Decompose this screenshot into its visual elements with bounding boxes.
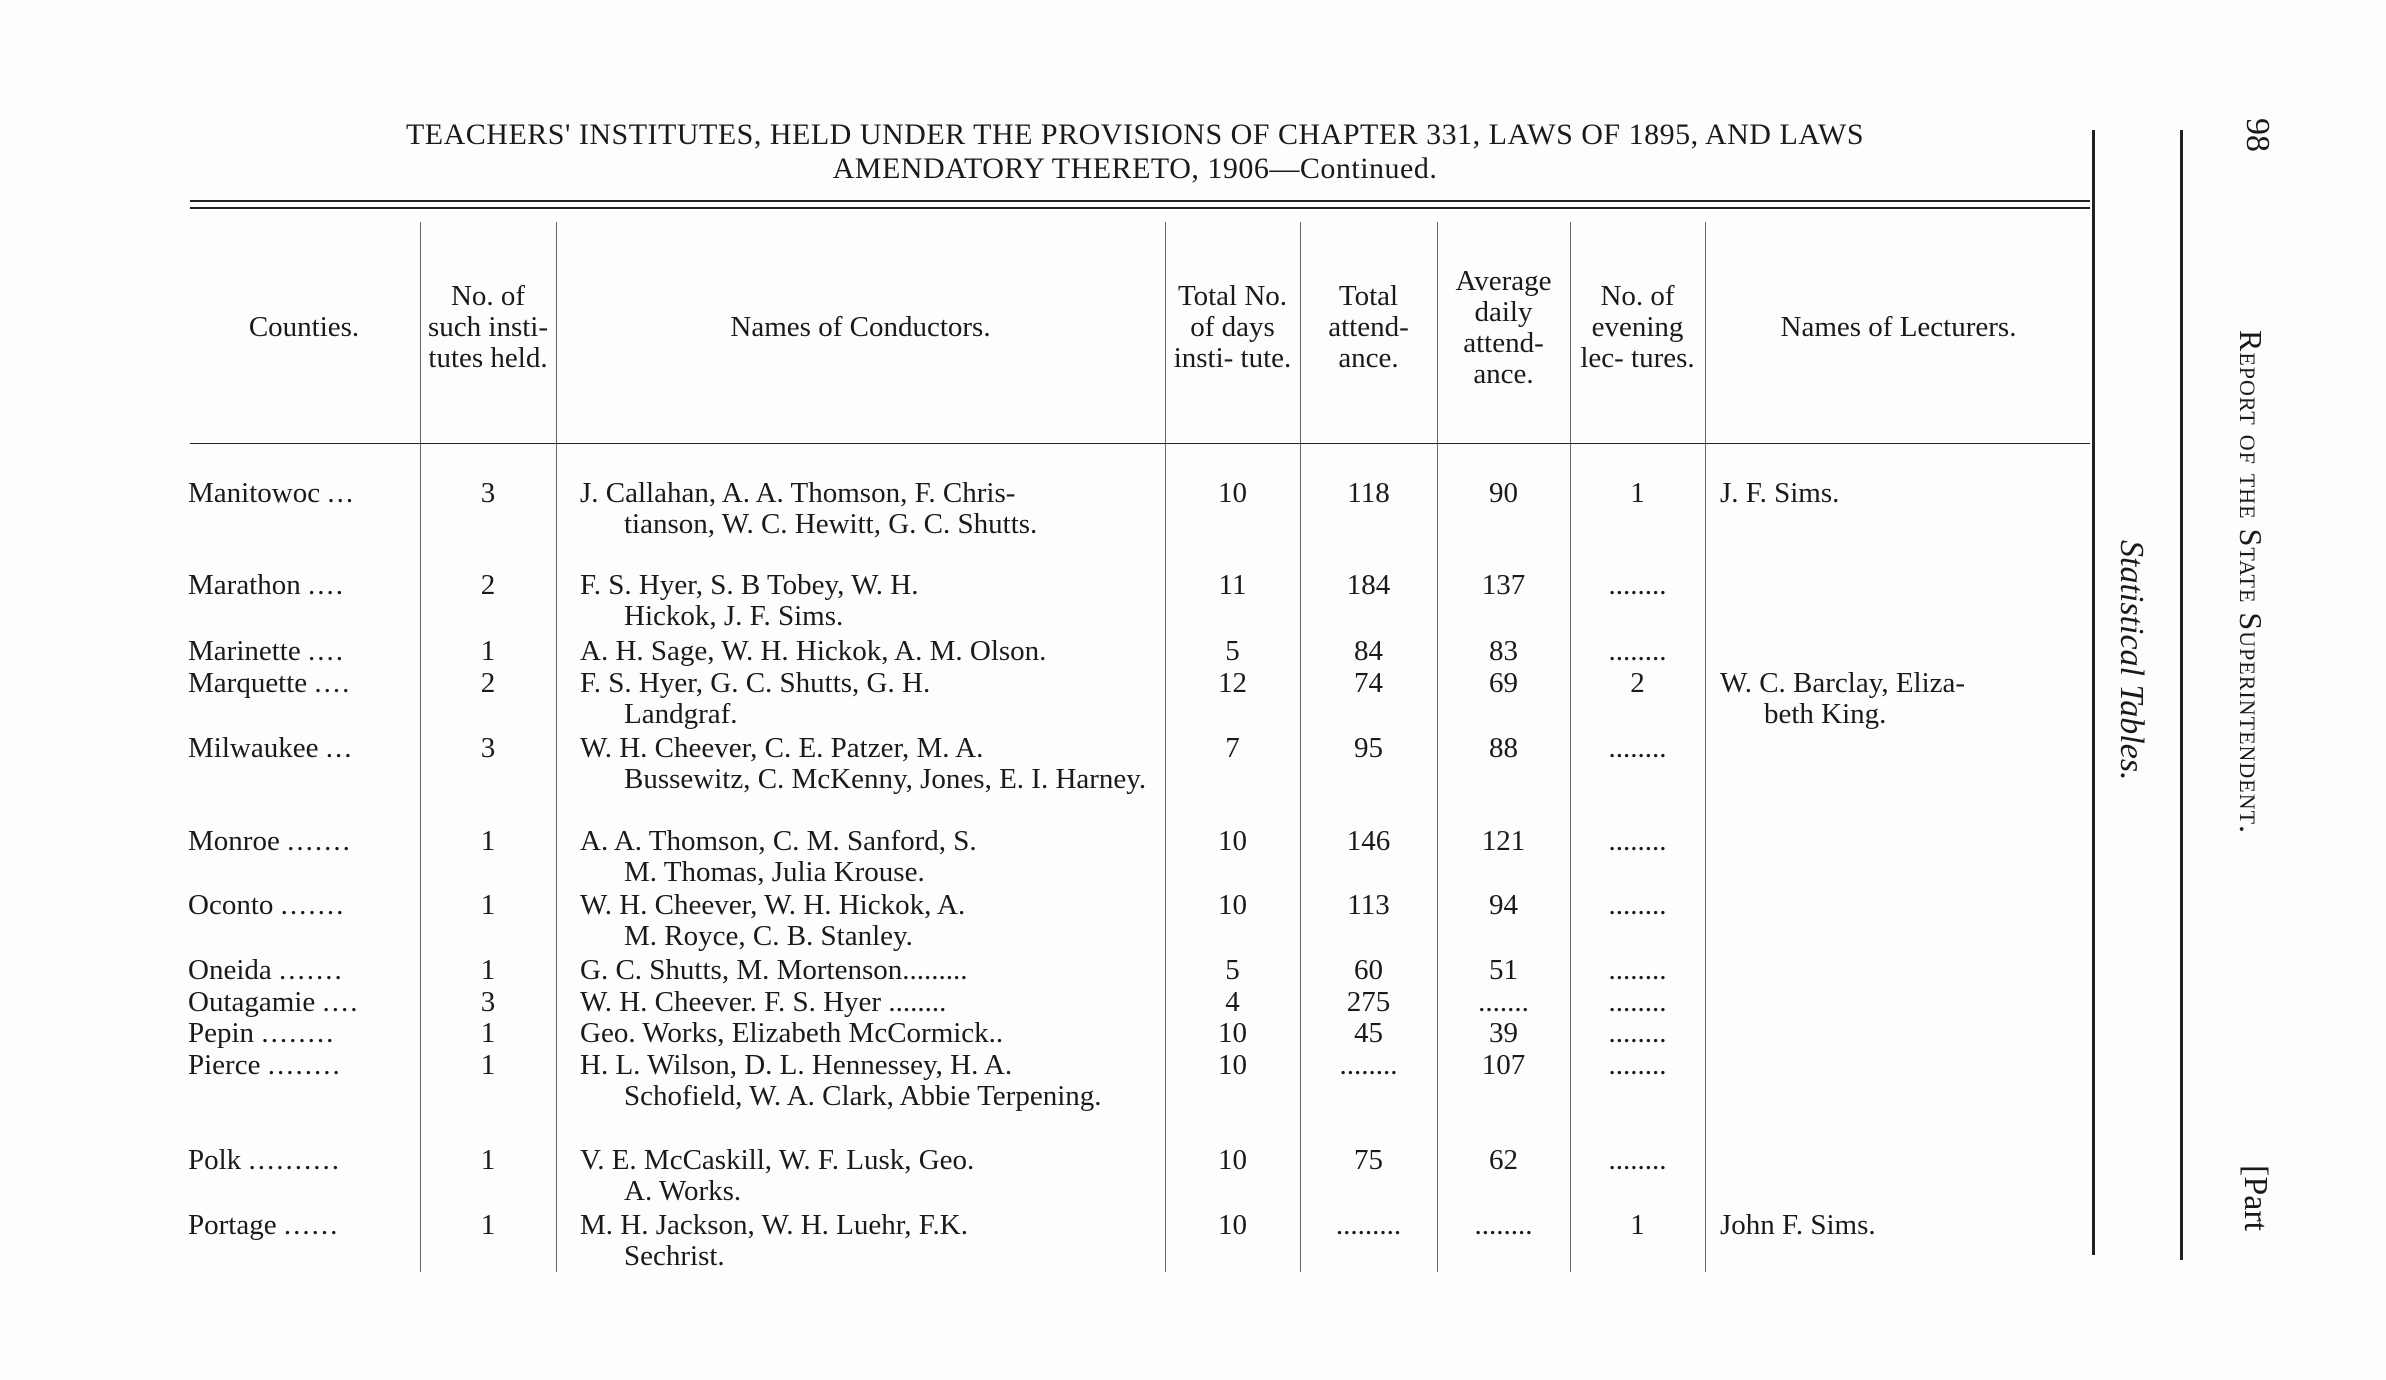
evening-value: ........ <box>1608 635 1667 667</box>
average-value: 94 <box>1489 889 1518 921</box>
conductors-cell <box>580 668 1158 730</box>
right-border-outer <box>2180 130 2183 1260</box>
attendance-value: 184 <box>1346 569 1391 601</box>
days-value: 11 <box>1218 569 1247 601</box>
county-leader-dots: .... <box>307 636 345 667</box>
attendance-value: 275 <box>1346 986 1391 1018</box>
table-row <box>188 890 408 921</box>
conductors-line-first: F. S. Hyer, S. B Tobey, W. H. <box>580 569 919 601</box>
page-title <box>185 118 2085 186</box>
col-sep <box>1705 222 1706 1272</box>
average-value: 137 <box>1481 569 1526 601</box>
evening-value: ........ <box>1608 825 1667 857</box>
conductors-line-first: J. Callahan, A. A. Thomson, F. Chris- <box>580 477 1016 509</box>
conductors-line-rest: Landgraf. <box>624 698 738 730</box>
col-sep <box>1165 222 1166 1272</box>
county-leader-dots: ... <box>327 478 356 509</box>
attendance-value: 45 <box>1354 1017 1383 1049</box>
county-leader-dots: .... <box>322 987 360 1018</box>
table-row <box>188 668 408 699</box>
conductors-cell <box>580 890 1158 952</box>
days-value: 10 <box>1218 1017 1247 1049</box>
conductors-cell <box>580 636 1158 667</box>
average-value: ........ <box>1474 1209 1533 1241</box>
county-leader-dots: ....... <box>279 955 344 986</box>
header-conductors: Names of Conductors. <box>730 311 991 343</box>
table-top-rule <box>190 200 2090 202</box>
days-value: 5 <box>1225 635 1240 667</box>
county-leader-dots: ........ <box>261 1018 336 1049</box>
county-name: Monroe <box>188 826 280 857</box>
institutes-count: 1 <box>480 954 496 986</box>
days-value: 5 <box>1225 954 1240 986</box>
conductors-line-rest: Bussewitz, C. McKenny, Jones, E. I. Harney. <box>624 763 1147 795</box>
lecturers-line-first: John F. Sims. <box>1720 1209 1876 1241</box>
right-border-inner <box>2092 130 2095 1255</box>
evening-value: ........ <box>1608 1049 1667 1081</box>
conductors-line-rest: Sechrist. <box>624 1240 725 1272</box>
institutes-count: 2 <box>480 667 496 699</box>
average-value: ....... <box>1478 986 1529 1018</box>
evening-value: ........ <box>1608 569 1667 601</box>
county-name: Milwaukee <box>188 733 319 764</box>
conductors-line-first: W. H. Cheever, W. H. Hickok, A. <box>580 889 966 921</box>
institutes-count: 1 <box>480 635 496 667</box>
header-average: Average daily attend- ance. <box>1455 264 1552 390</box>
header-counties: Counties. <box>248 311 360 343</box>
table-row <box>188 1145 408 1176</box>
county-name: Polk <box>188 1145 242 1176</box>
lecturers-cell <box>1720 668 2090 730</box>
header-attendance: Total attend- ance. <box>1328 280 1409 374</box>
conductors-cell <box>580 478 1158 540</box>
county-name: Pierce <box>188 1050 261 1081</box>
lecturers-cell <box>1720 478 2090 509</box>
header-lecturers: Names of Lecturers. <box>1780 311 2017 343</box>
evening-value: ........ <box>1608 732 1667 764</box>
institutes-count: 3 <box>480 986 496 1018</box>
conductors-line-rest: tianson, W. C. Hewitt, G. C. Shutts. <box>624 508 1038 540</box>
county-name: Outagamie <box>188 987 316 1018</box>
col-sep <box>556 222 557 1272</box>
evening-value: 1 <box>1630 1209 1645 1241</box>
days-value: 10 <box>1218 1049 1247 1081</box>
average-value: 83 <box>1489 635 1518 667</box>
average-value: 39 <box>1489 1017 1518 1049</box>
county-name: Portage <box>188 1210 277 1241</box>
evening-value: 1 <box>1630 477 1645 509</box>
conductors-cell <box>580 826 1158 888</box>
attendance-value: 113 <box>1347 889 1390 921</box>
col-sep <box>420 222 421 1272</box>
table-top-rule-2 <box>190 207 2090 209</box>
days-value: 10 <box>1218 1144 1247 1176</box>
lecturers-cell <box>1720 1210 2090 1241</box>
county-name: Pepin <box>188 1018 255 1049</box>
header-evening: No. of evening lec- tures. <box>1580 280 1695 374</box>
county-name: Marinette <box>188 636 301 667</box>
table-row <box>188 987 408 1018</box>
average-value: 88 <box>1489 732 1518 764</box>
county-leader-dots: .......... <box>248 1145 341 1176</box>
table-row <box>188 636 408 667</box>
conductors-line-rest: A. Works. <box>624 1175 742 1207</box>
institutes-count: 3 <box>480 477 496 509</box>
lecturers-line-first: J. F. Sims. <box>1720 477 1840 509</box>
county-name: Oneida <box>188 955 272 986</box>
days-value: 10 <box>1218 477 1247 509</box>
evening-value: ........ <box>1608 986 1667 1018</box>
part-label: [Part <box>2237 1165 2274 1232</box>
evening-value: ........ <box>1608 1017 1667 1049</box>
county-name: Oconto <box>188 890 274 921</box>
col-sep <box>1437 222 1438 1272</box>
evening-value: ........ <box>1608 954 1667 986</box>
attendance-value: 60 <box>1354 954 1383 986</box>
institutes-count: 2 <box>480 569 496 601</box>
conductors-line-first: V. E. McCaskill, W. F. Lusk, Geo. <box>580 1144 975 1176</box>
table-row <box>188 955 408 986</box>
table-row <box>188 1018 408 1049</box>
attendance-value: 75 <box>1354 1144 1383 1176</box>
header-institutes: No. of such insti- tutes held. <box>427 280 549 374</box>
conductors-line-first: M. H. Jackson, W. H. Luehr, F.K. <box>580 1209 969 1241</box>
conductors-cell <box>580 733 1158 795</box>
conductors-cell <box>580 1018 1158 1049</box>
county-name: Manitowoc <box>188 478 321 509</box>
days-value: 10 <box>1218 1209 1247 1241</box>
attendance-value: 74 <box>1354 667 1383 699</box>
table-row <box>188 733 408 764</box>
conductors-line-first: W. H. Cheever. F. S. Hyer ........ <box>580 986 947 1018</box>
institutes-count: 1 <box>480 1017 496 1049</box>
average-value: 107 <box>1481 1049 1526 1081</box>
attendance-value: ........ <box>1339 1049 1398 1081</box>
attendance-value: 118 <box>1347 477 1390 509</box>
average-value: 121 <box>1481 825 1526 857</box>
title-line-2: AMENDATORY THERETO, 1906—Continued. <box>832 152 1438 185</box>
evening-value: 2 <box>1630 667 1645 699</box>
evening-value: ........ <box>1608 889 1667 921</box>
conductors-line-first: H. L. Wilson, D. L. Hennessey, H. A. <box>580 1049 1013 1081</box>
average-value: 90 <box>1489 477 1518 509</box>
institutes-count: 1 <box>480 825 496 857</box>
conductors-cell <box>580 1145 1158 1207</box>
conductors-cell <box>580 1050 1158 1112</box>
conductors-cell <box>580 955 1158 986</box>
institutes-count: 1 <box>480 1049 496 1081</box>
days-value: 10 <box>1218 825 1247 857</box>
attendance-value: 84 <box>1354 635 1383 667</box>
header-underline <box>190 443 2090 444</box>
table-row <box>188 826 408 857</box>
county-leader-dots: ...... <box>283 1210 340 1241</box>
institutes-count: 1 <box>480 1209 496 1241</box>
days-value: 12 <box>1218 667 1247 699</box>
conductors-cell <box>580 987 1158 1018</box>
lecturers-line-rest: beth King. <box>1764 698 1887 730</box>
average-value: 69 <box>1489 667 1518 699</box>
evening-value: ........ <box>1608 1144 1667 1176</box>
county-leader-dots: .... <box>314 668 352 699</box>
county-leader-dots: ....... <box>280 890 346 921</box>
attendance-value: 95 <box>1354 732 1383 764</box>
days-value: 4 <box>1225 986 1240 1018</box>
institutes-count: 3 <box>480 732 496 764</box>
section-label: Statistical Tables. <box>2113 540 2150 781</box>
county-leader-dots: ....... <box>287 826 352 857</box>
county-name: Marquette <box>188 668 308 699</box>
conductors-cell <box>580 570 1158 632</box>
average-value: 62 <box>1489 1144 1518 1176</box>
page-number: 98 <box>2239 118 2276 152</box>
table-row <box>188 478 408 509</box>
attendance-value: ......... <box>1335 1209 1402 1241</box>
average-value: 51 <box>1489 954 1518 986</box>
conductors-line-first: A. A. Thomson, C. M. Sanford, S. <box>580 825 977 857</box>
conductors-line-first: A. H. Sage, W. H. Hickok, A. M. Olson. <box>580 635 1047 667</box>
county-name: Marathon <box>188 570 301 601</box>
col-sep <box>1300 222 1301 1272</box>
conductors-line-rest: Schofield, W. A. Clark, Abbie Terpening. <box>624 1080 1102 1112</box>
header-days: Total No. of days insti- tute. <box>1173 280 1292 374</box>
conductors-line-rest: Hickok, J. F. Sims. <box>624 600 844 632</box>
conductors-cell <box>580 1210 1158 1272</box>
table-row <box>188 570 408 601</box>
conductors-line-rest: M. Royce, C. B. Stanley. <box>624 920 913 952</box>
conductors-line-first: Geo. Works, Elizabeth McCormick.. <box>580 1017 1004 1049</box>
conductors-line-first: W. H. Cheever, C. E. Patzer, M. A. <box>580 732 984 764</box>
title-line-1: TEACHERS' INSTITUTES, HELD UNDER THE PROVISIONS OF CHAPTER 331, LAWS OF 1895, AND LAWS <box>405 118 1865 151</box>
county-leader-dots: ........ <box>267 1050 342 1081</box>
lecturers-line-first: W. C. Barclay, Eliza- <box>1720 667 1966 699</box>
county-leader-dots: .... <box>308 570 345 601</box>
conductors-line-first: G. C. Shutts, M. Mortenson......... <box>580 954 968 986</box>
table-row <box>188 1050 408 1081</box>
institutes-count: 1 <box>480 889 496 921</box>
conductors-line-rest: M. Thomas, Julia Krouse. <box>624 856 925 888</box>
attendance-value: 146 <box>1346 825 1391 857</box>
table-row <box>188 1210 408 1241</box>
days-value: 10 <box>1218 889 1247 921</box>
institutes-count: 1 <box>480 1144 496 1176</box>
county-leader-dots: ... <box>325 733 354 764</box>
conductors-line-first: F. S. Hyer, G. C. Shutts, G. H. <box>580 667 931 699</box>
days-value: 7 <box>1225 732 1240 764</box>
col-sep <box>1570 222 1571 1272</box>
running-head: Report of the State Superintendent. <box>2233 330 2269 835</box>
